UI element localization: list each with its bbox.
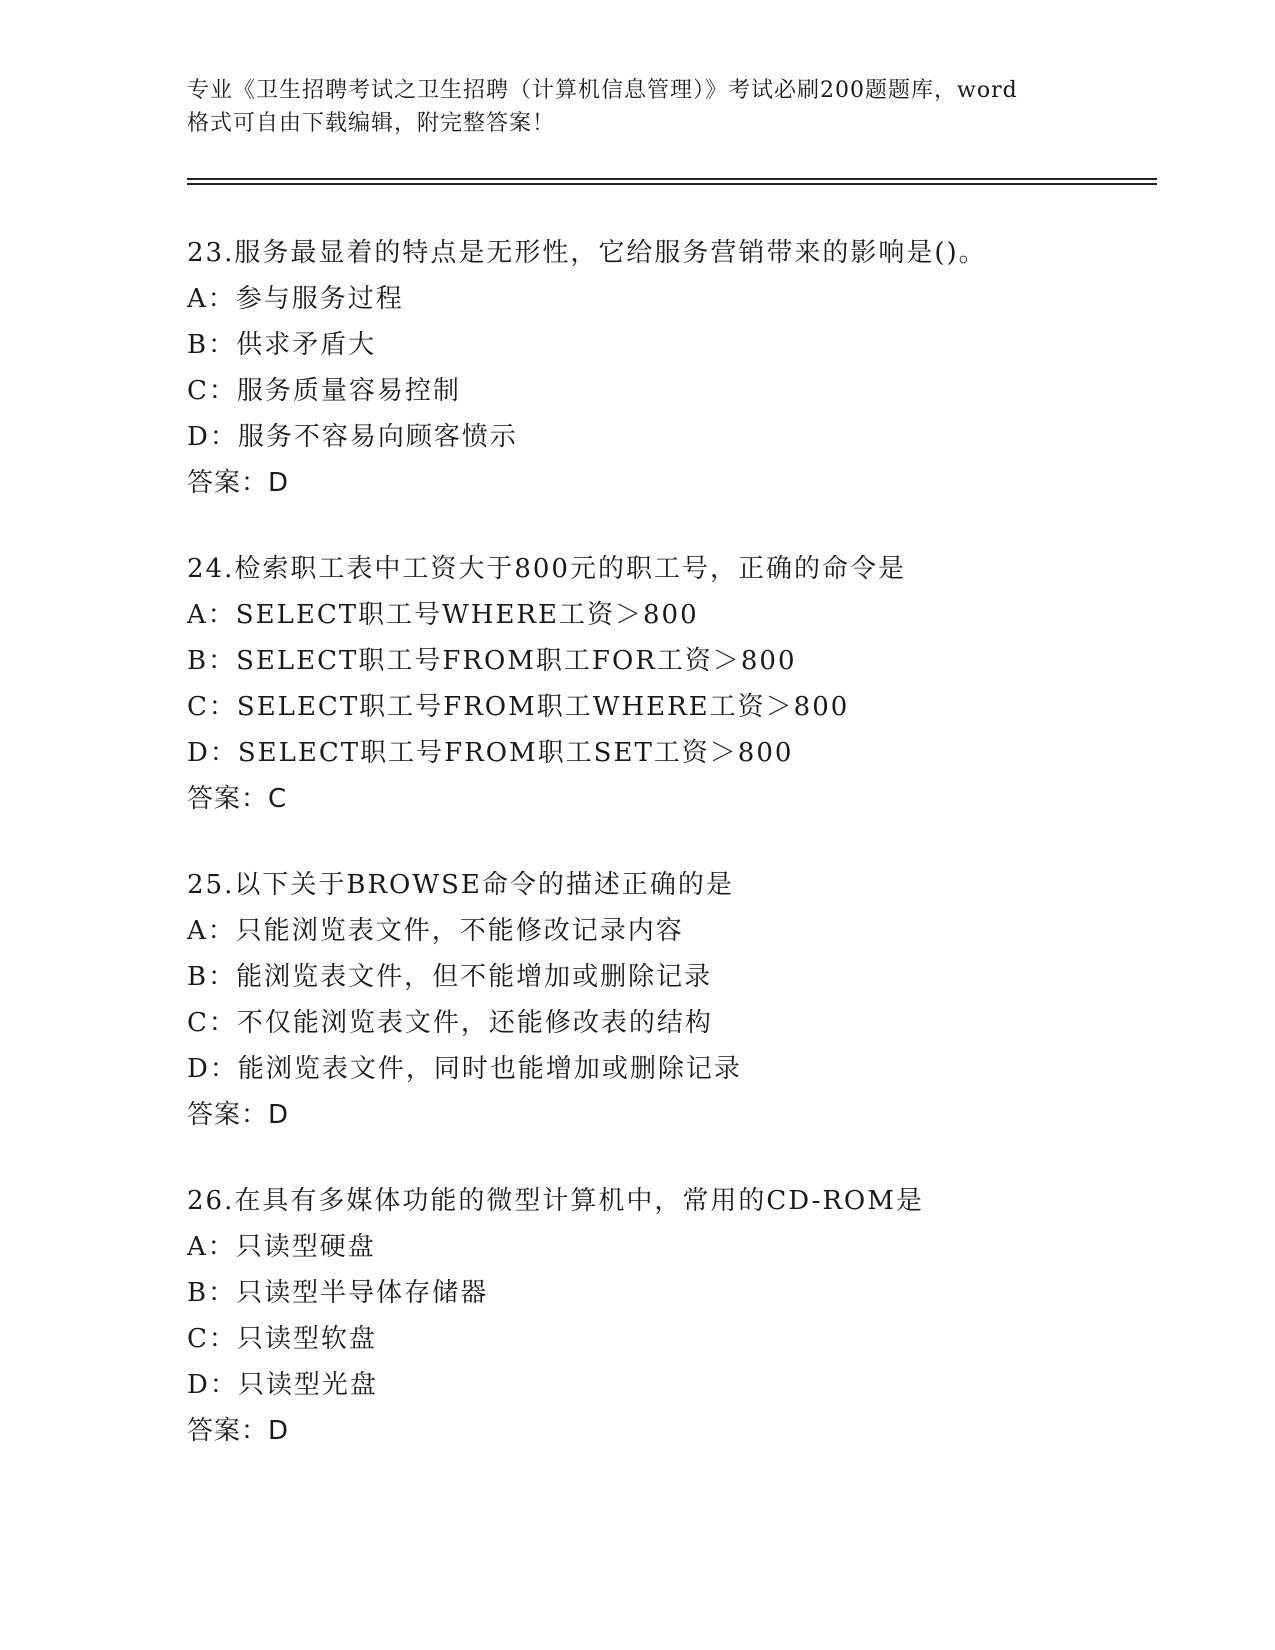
question-stem: 26.在具有多媒体功能的微型计算机中，常用的CD-ROM是 — [187, 1186, 924, 1216]
option-c: C：不仅能浏览表文件，还能修改表的结构 — [187, 1008, 713, 1038]
answer: 答案：D — [187, 468, 290, 498]
option-a: A：只能浏览表文件，不能修改记录内容 — [187, 916, 684, 946]
option-c: C：SELECT职工号FROM职工WHERE工资＞800 — [187, 692, 850, 722]
document-header — [187, 74, 1087, 140]
option-d: D：SELECT职工号FROM职工SET工资＞800 — [187, 738, 794, 768]
answer: 答案：D — [187, 1416, 290, 1446]
header-line-1: 专业《卫生招聘考试之卫生招聘（计算机信息管理）》考试必刷200题题库，word — [187, 78, 1018, 103]
option-b: B：SELECT职工号FROM职工FOR工资＞800 — [187, 646, 797, 676]
option-b: B：只读型半导体存储器 — [187, 1278, 489, 1308]
question-stem: 24.检索职工表中工资大于800元的职工号，正确的命令是 — [187, 554, 906, 584]
answer: 答案：C — [187, 784, 288, 814]
option-d: D：能浏览表文件，同时也能增加或删除记录 — [187, 1054, 742, 1084]
question-23 — [187, 230, 1167, 506]
option-d: D：只读型光盘 — [187, 1370, 378, 1400]
option-b: B：供求矛盾大 — [187, 330, 377, 360]
answer: 答案：D — [187, 1100, 290, 1130]
question-stem: 25.以下关于BROWSE命令的描述正确的是 — [187, 870, 734, 900]
option-b: B：能浏览表文件，但不能增加或删除记录 — [187, 962, 713, 992]
option-d: D：服务不容易向顾客愤示 — [187, 422, 518, 452]
question-25 — [187, 862, 1167, 1138]
option-a: A：只读型硬盘 — [187, 1232, 376, 1262]
question-24 — [187, 546, 1167, 822]
header-divider-bottom — [187, 183, 1157, 185]
option-c: C：服务质量容易控制 — [187, 376, 461, 406]
question-26 — [187, 1178, 1167, 1454]
option-a: A：SELECT职工号WHERE工资＞800 — [187, 600, 699, 630]
option-c: C：只读型软盘 — [187, 1324, 377, 1354]
option-a: A：参与服务过程 — [187, 284, 404, 314]
header-divider-top — [187, 178, 1157, 180]
header-line-2: 格式可自由下载编辑，附完整答案！ — [187, 111, 556, 136]
question-stem: 23.服务最显着的特点是无形性，它给服务营销带来的影响是()。 — [187, 238, 987, 268]
